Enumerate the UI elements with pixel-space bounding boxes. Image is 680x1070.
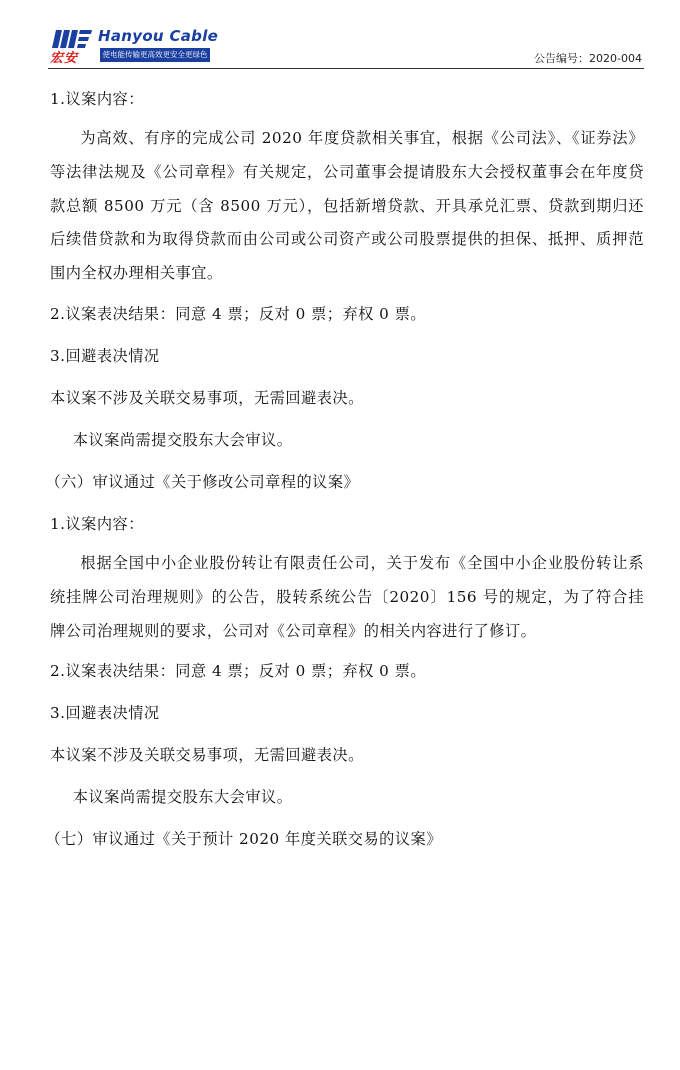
page-header xyxy=(0,0,680,84)
submission-note: 本议案尚需提交股东大会审议。 xyxy=(72,788,293,807)
proposal-content-paragraph: 根据全国中小企业股份转让有限责任公司，关于发布《全国中小企业股份转让系统挂牌公司治理规则》的公告，股转系统公告〔2020〕156 号的规定，为了符合挂牌公司治理规则的要求，公司对《公司章程》的相关内容进行了修订。 xyxy=(50,553,644,640)
document-body xyxy=(45,84,644,854)
vote-result: 2.议案表决结果：同意 4 票；反对 0 票；弃权 0 票。 xyxy=(50,304,427,323)
submission-note: 本议案尚需提交股东大会审议。 xyxy=(72,430,293,449)
recusal-heading: 3.回避表决情况 xyxy=(50,346,160,365)
announcement-number: 公告编号：2020-004 xyxy=(534,52,642,65)
recusal-text: 本议案不涉及关联交易事项，无需回避表决。 xyxy=(50,746,364,765)
vote-result: 2.议案表决结果：同意 4 票；反对 0 票；弃权 0 票。 xyxy=(50,662,427,681)
proposal-content-heading: 1.议案内容： xyxy=(50,514,144,533)
logo-english-name: Hanyou Cable xyxy=(98,27,219,45)
logo-chinese-name: 宏安 xyxy=(50,51,79,66)
recusal-heading: 3.回避表决情况 xyxy=(50,704,160,723)
proposal-content-heading: 1.议案内容： xyxy=(50,90,144,108)
recusal-text: 本议案不涉及关联交易事项，无需回避表决。 xyxy=(50,388,364,407)
section-7-title: （七）审议通过《关于预计 2020 年度关联交易的议案》 xyxy=(45,830,442,849)
proposal-content-paragraph: 为高效、有序的完成公司 2020 年度贷款相关事宜，根据《公司法》、《证券法》等法律法规及《公司章程》有关规定，公司董事会提请股东大会授权董事会在年度贷款总额 8500 万元（含 8500 万元），包括新增贷款、开具承兑汇票、贷款到期归还后续借贷款和为取得贷款而由公司或公司资产或公司股票提供的担保、抵押、质押范围内全权办理相关事宜。 xyxy=(50,129,644,283)
logo-slogan: 使电能传输更高效更安全更绿色 xyxy=(100,48,210,62)
company-logo xyxy=(48,26,218,70)
header-divider xyxy=(48,68,644,69)
section-6-title: （六）审议通过《关于修改公司章程的议案》 xyxy=(45,472,360,491)
